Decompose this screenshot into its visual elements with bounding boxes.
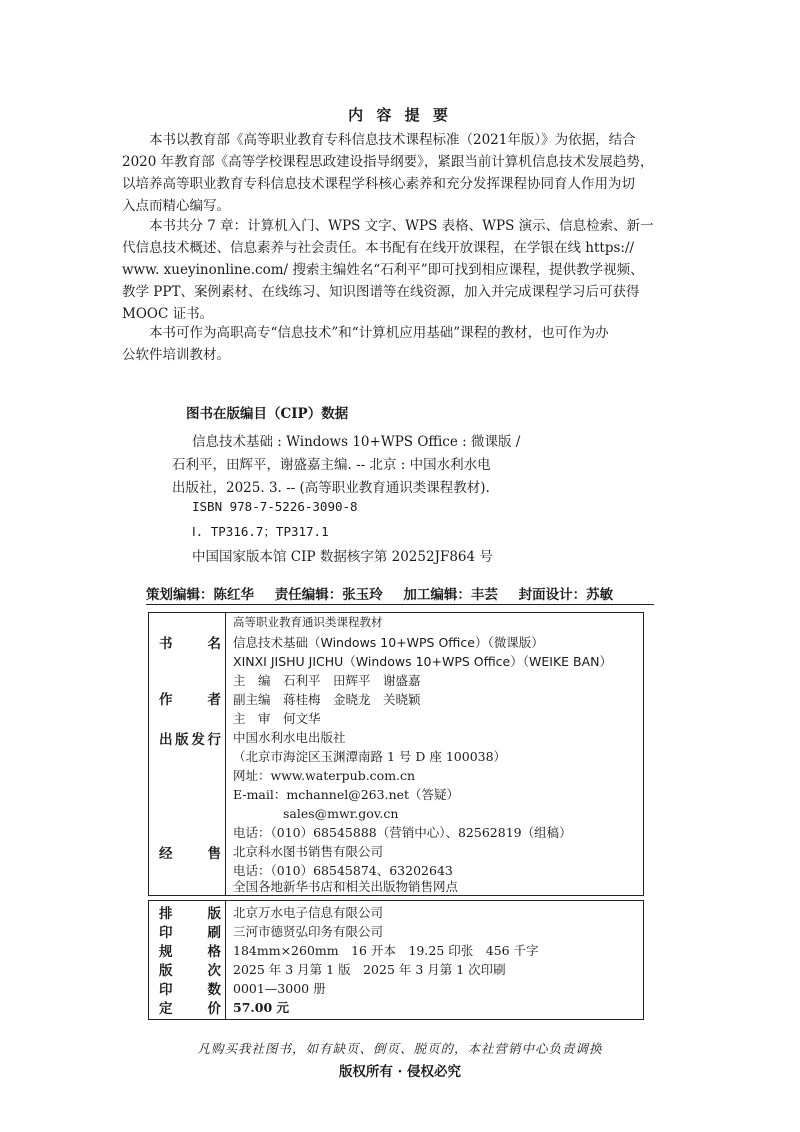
publisher-website: 网址：www.waterpub.com.cn bbox=[233, 768, 416, 783]
summary-line: 本书共分 7 章：计算机入门、WPS 文字、WPS 表格、WPS 演示、信息检索、新一 bbox=[122, 218, 654, 234]
label-printing: 印 刷 bbox=[159, 925, 221, 941]
print-run-value: 0001—3000 册 bbox=[233, 981, 326, 996]
summary-line: 本书可作为高职高专“信息技术”和“计算机应用基础”课程的教材，也可作为办 bbox=[122, 325, 609, 341]
summary-paragraph-3 bbox=[122, 322, 609, 366]
label-price: 定 价 bbox=[159, 1001, 221, 1017]
author-line: 主 审 何文华 bbox=[233, 711, 321, 726]
processing-editor: 加工编辑：丰芸 bbox=[403, 587, 498, 603]
summary-paragraph-2 bbox=[122, 215, 654, 325]
series-name: 高等职业教育通识类课程教材 bbox=[233, 615, 383, 629]
label-print-run: 印 数 bbox=[159, 982, 221, 998]
summary-line: 2020 年教育部《高等学校课程思政建设指导纲要》，紧跟当前计算机信息技术发展趋势， bbox=[122, 154, 654, 170]
planning-editor: 策划编辑：陈红华 bbox=[146, 587, 254, 603]
cip-line: 信息技术基础 : Windows 10+WPS Office : 微课版 / bbox=[192, 434, 521, 450]
cip-isbn: ISBN 978-7-5226-3090-8 bbox=[192, 499, 358, 514]
format-value: 184mm×260mm 16 开本 19.25 印张 456 千字 bbox=[233, 943, 539, 958]
publisher-email: E-mail：mchannel@263.net（答疑） bbox=[233, 787, 460, 802]
label-format: 规 格 bbox=[159, 944, 221, 960]
cip-title: 图书在版编目（CIP）数据 bbox=[186, 406, 349, 422]
author-line: 主 编 石利平 田辉平 谢盛嘉 bbox=[233, 673, 421, 688]
summary-line: 代信息技术概述、信息素养与社会责任。本书配有在线开放课程，在学银在线 https:// bbox=[122, 240, 635, 256]
summary-title: 内 容 提 要 bbox=[348, 106, 452, 124]
cip-line: 出版社，2025. 3. -- (高等职业教育通识类课程教材). bbox=[172, 480, 490, 496]
publisher-line: （北京市海淀区玉渊潭南路 1 号 D 座 100038） bbox=[233, 749, 507, 764]
editor-credits bbox=[146, 583, 629, 603]
cip-line: 石利平，田辉平，谢盛嘉主编. -- 北京 : 中国水利水电 bbox=[172, 457, 491, 473]
book-title-cn: 信息技术基础（Windows 10+WPS Office）（微课版） bbox=[233, 635, 544, 650]
summary-line: 公软件培训教材。 bbox=[122, 347, 230, 363]
distributor-phone: 电话：（010）68545874、63202643 bbox=[233, 863, 453, 878]
publisher-phone: 电话：（010）68545888（营销中心）、82562819（组稿） bbox=[233, 825, 572, 840]
summary-line: MOOC 证书。 bbox=[122, 306, 214, 322]
author-line: 副主编 蒋桂梅 金晓龙 关晓颖 bbox=[233, 692, 421, 707]
typesetting-value: 北京万水电子信息有限公司 bbox=[233, 905, 384, 920]
publisher-line: 中国水利水电出版社 bbox=[233, 730, 346, 745]
distributor-line: 全国各地新华书店和相关出版物销售网点 bbox=[233, 879, 459, 894]
summary-line: 入点而精心编写。 bbox=[122, 198, 230, 214]
divider bbox=[146, 604, 654, 605]
print-spec-table bbox=[148, 900, 644, 1020]
copyright-notice: 版权所有 · 侵权必究 bbox=[338, 1064, 462, 1080]
book-title-pinyin: XINXI JISHU JICHU（Windows 10+WPS Office）（WEIKE BAN） bbox=[233, 654, 612, 669]
printing-value: 三河市德贤弘印务有限公司 bbox=[233, 924, 384, 939]
responsible-editor: 责任编辑：张玉玲 bbox=[274, 587, 383, 603]
label-book-title: 书 名 bbox=[159, 636, 221, 652]
summary-line: www. xueyinonline.com/ 搜索主编姓名“石利平”即可找到相应课程，提供教学视频、 bbox=[122, 262, 644, 278]
cover-designer: 封面设计：苏敏 bbox=[518, 587, 614, 603]
publication-info-table bbox=[148, 612, 644, 896]
edition-value: 2025 年 3 月第 1 版 2025 年 3 月第 1 次印刷 bbox=[233, 962, 506, 977]
label-typesetting: 排 版 bbox=[159, 906, 221, 922]
label-distributor: 经 售 bbox=[159, 846, 221, 862]
summary-paragraph-1 bbox=[122, 129, 653, 217]
table-divider bbox=[225, 901, 226, 1019]
table-divider bbox=[225, 613, 226, 895]
summary-line: 教学 PPT、案例素材、在线练习、知识图谱等在线资源，加入并完成课程学习后可获得 bbox=[122, 284, 640, 300]
summary-line: 以培养高等职业教育专科信息技术课程学科核心素养和充分发挥课程协同育人作用为切 bbox=[122, 176, 635, 192]
label-publisher: 出 版 发 行 bbox=[159, 732, 221, 748]
label-author: 作 者 bbox=[159, 692, 221, 708]
distributor-line: 北京科水图书销售有限公司 bbox=[233, 844, 384, 859]
price-value: 57.00 元 bbox=[233, 1000, 289, 1015]
summary-line: 本书以教育部《高等职业教育专科信息技术课程标准（2021年版）》为依据，结合 bbox=[122, 132, 636, 148]
cip-classification: Ⅰ. TP316.7；TP317.1 bbox=[192, 524, 329, 539]
publisher-email: sales@mwr.gov.cn bbox=[233, 806, 399, 821]
cip-number: 中国国家版本馆 CIP 数据核字第 20252JF864 号 bbox=[192, 549, 493, 565]
return-notice: 凡购买我社图书，如有缺页、倒页、脱页的，本社营销中心负责调换 bbox=[197, 1041, 603, 1056]
label-edition: 版 次 bbox=[159, 963, 221, 979]
